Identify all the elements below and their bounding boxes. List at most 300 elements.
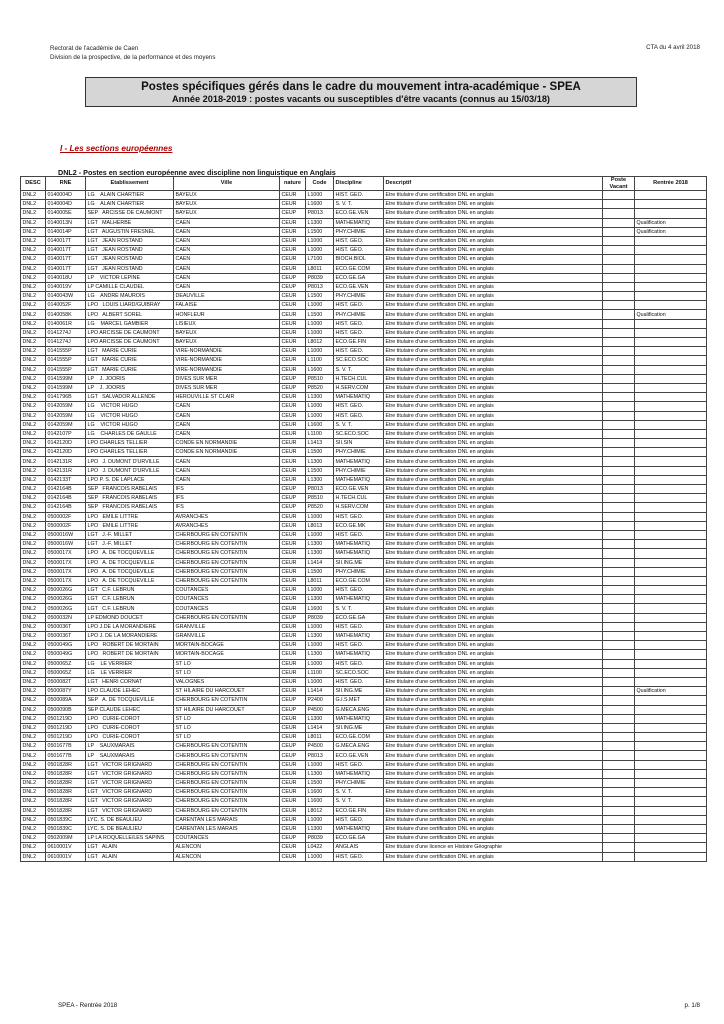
- cell-desc: DNL2: [21, 797, 46, 806]
- cell-discipline: MATHEMATIQ: [334, 475, 384, 484]
- cell-ville: BAYEUX: [174, 209, 280, 218]
- cell-ville: BAYEUX: [174, 338, 280, 347]
- cell-rentree: [635, 632, 707, 641]
- cell-rne: 0500065Z: [46, 668, 86, 677]
- cell-desc: DNL2: [21, 338, 46, 347]
- cell-discipline: SII.ING.ME: [334, 687, 384, 696]
- cell-poste-vacant: [603, 622, 635, 631]
- cell-descriptif: Etre titulaire d'une certification DNL en anglais: [384, 852, 603, 861]
- table-row: [21, 191, 707, 200]
- cell-discipline: HIST. GEO.: [334, 659, 384, 668]
- cell-ville: CAEN: [174, 402, 280, 411]
- cell-etablissement: LGT ALAIN: [86, 852, 174, 861]
- cell-nature: CEUR: [280, 255, 306, 264]
- col-rne: RNE: [46, 177, 86, 191]
- cell-rne: 0141796B: [46, 393, 86, 402]
- cell-poste-vacant: [603, 393, 635, 402]
- cell-etablissement: LP J. JOORIS: [86, 383, 174, 392]
- cell-etablissement: LPO J. DUMONT D'URVILLE: [86, 466, 174, 475]
- cell-etablissement: LP EDMOND DOUCET: [86, 613, 174, 622]
- cell-nature: CEUR: [280, 200, 306, 209]
- cell-descriptif: Etre titulaire d'une certification DNL en anglais: [384, 733, 603, 742]
- cell-descriptif: Etre titulaire d'une certification DNL en anglais: [384, 411, 603, 420]
- cell-etablissement: LPO CHARLES TELLIER: [86, 448, 174, 457]
- cell-code: P4500: [306, 742, 334, 751]
- cell-rentree: [635, 723, 707, 732]
- cell-rentree: [635, 806, 707, 815]
- cell-nature: CEUR: [280, 191, 306, 200]
- cell-nature: CEUR: [280, 632, 306, 641]
- cell-ville: CAEN: [174, 264, 280, 273]
- cell-descriptif: Etre titulaire d'une certification DNL en anglais: [384, 246, 603, 255]
- cell-discipline: SC.ECO.SOC: [334, 356, 384, 365]
- cell-code: L1000: [306, 347, 334, 356]
- cell-rne: 0610001V: [46, 852, 86, 861]
- cell-etablissement: SEP ARCISSE DE CAUMONT: [86, 209, 174, 218]
- cell-poste-vacant: [603, 374, 635, 383]
- cell-nature: CEUR: [280, 310, 306, 319]
- cell-nature: CEUP: [280, 485, 306, 494]
- table-row: [21, 834, 707, 843]
- table-row: [21, 576, 707, 585]
- cell-nature: CEUR: [280, 466, 306, 475]
- table-row: [21, 475, 707, 484]
- cell-poste-vacant: [603, 448, 635, 457]
- cell-ville: CAEN: [174, 457, 280, 466]
- cell-desc: DNL2: [21, 558, 46, 567]
- cell-poste-vacant: [603, 558, 635, 567]
- cell-rne: 0500002F: [46, 521, 86, 530]
- cell-rne: 0140017T: [46, 236, 86, 245]
- cell-ville: ST HILAIRE DU HARCOUET: [174, 705, 280, 714]
- table-row: [21, 356, 707, 365]
- cell-code: L1414: [306, 687, 334, 696]
- cell-ville: COUTANCES: [174, 604, 280, 613]
- cell-desc: DNL2: [21, 705, 46, 714]
- cell-code: L1000: [306, 301, 334, 310]
- cell-poste-vacant: [603, 549, 635, 558]
- cell-rne: 0141555P: [46, 356, 86, 365]
- cell-etablissement: LGT J.-F. MILLET: [86, 540, 174, 549]
- table-row: [21, 567, 707, 576]
- cell-nature: CEUR: [280, 779, 306, 788]
- cell-discipline: MATHEMATIQ: [334, 769, 384, 778]
- cell-etablissement: SEP CLAUDE LEHEC: [86, 705, 174, 714]
- cell-nature: CEUR: [280, 393, 306, 402]
- cell-descriptif: Etre titulaire d'une certification DNL en anglais: [384, 236, 603, 245]
- cell-ville: CARENTAN LES MARAIS: [174, 824, 280, 833]
- cell-etablissement: LP J. JOORIS: [86, 374, 174, 383]
- cell-etablissement: SEP FRANCOIS RABELAIS: [86, 503, 174, 512]
- cell-discipline: PHY.CHIMIE: [334, 567, 384, 576]
- cell-ville: BAYEUX: [174, 191, 280, 200]
- cell-code: L1100: [306, 668, 334, 677]
- cell-desc: DNL2: [21, 549, 46, 558]
- cell-nature: CEUR: [280, 347, 306, 356]
- cell-rentree: [635, 604, 707, 613]
- cell-ville: DIVES SUR MER: [174, 383, 280, 392]
- cell-rentree: [635, 705, 707, 714]
- cell-code: L7100: [306, 255, 334, 264]
- cell-rentree: [635, 843, 707, 852]
- cell-discipline: BIOCH.BIOL: [334, 255, 384, 264]
- cell-rne: 0140017T: [46, 255, 86, 264]
- cell-ville: IFS: [174, 503, 280, 512]
- cell-ville: COUTANCES: [174, 586, 280, 595]
- cell-poste-vacant: [603, 659, 635, 668]
- cell-descriptif: Etre titulaire d'une certification DNL en anglais: [384, 677, 603, 686]
- cell-poste-vacant: [603, 485, 635, 494]
- cell-desc: DNL2: [21, 209, 46, 218]
- cell-rne: 0501828R: [46, 760, 86, 769]
- cell-code: P8013: [306, 485, 334, 494]
- cell-code: L1000: [306, 512, 334, 521]
- cell-descriptif: Etre titulaire d'une certification DNL en anglais: [384, 475, 603, 484]
- cell-descriptif: Etre titulaire d'une certification DNL en anglais: [384, 788, 603, 797]
- cell-poste-vacant: [603, 843, 635, 852]
- cell-descriptif: Etre titulaire d'une certification DNL en anglais: [384, 834, 603, 843]
- table-row: [21, 429, 707, 438]
- cell-ville: CHERBOURG EN COTENTIN: [174, 751, 280, 760]
- cell-code: L1500: [306, 466, 334, 475]
- cell-desc: DNL2: [21, 485, 46, 494]
- section-heading: I - Les sections européennes: [60, 144, 173, 153]
- cell-rne: 0500016W: [46, 540, 86, 549]
- cell-discipline: HIST. GEO.: [334, 530, 384, 539]
- cell-poste-vacant: [603, 632, 635, 641]
- cell-ville: CHERBOURG EN COTENTIN: [174, 760, 280, 769]
- cell-desc: DNL2: [21, 632, 46, 641]
- cell-descriptif: Etre titulaire d'une certification DNL en anglais: [384, 659, 603, 668]
- cell-rentree: [635, 393, 707, 402]
- cell-descriptif: Etre titulaire d'une certification DNL en anglais: [384, 549, 603, 558]
- cell-ville: MORTAIN-BOCAGE: [174, 650, 280, 659]
- cell-descriptif: Etre titulaire d'une certification DNL en anglais: [384, 567, 603, 576]
- cell-discipline: S. V. T.: [334, 365, 384, 374]
- cell-desc: DNL2: [21, 769, 46, 778]
- cell-code: L1000: [306, 246, 334, 255]
- cell-poste-vacant: [603, 475, 635, 484]
- cell-desc: DNL2: [21, 806, 46, 815]
- cell-desc: DNL2: [21, 292, 46, 301]
- cell-nature: CEUR: [280, 815, 306, 824]
- cell-descriptif: Etre titulaire d'une certification DNL en anglais: [384, 558, 603, 567]
- cell-code: P8013: [306, 751, 334, 760]
- table-row: [21, 677, 707, 686]
- cell-ville: CHERBOURG EN COTENTIN: [174, 806, 280, 815]
- cell-desc: DNL2: [21, 622, 46, 631]
- cell-desc: DNL2: [21, 687, 46, 696]
- cell-desc: DNL2: [21, 429, 46, 438]
- cell-etablissement: LGT VICTOR GRIGNARD: [86, 760, 174, 769]
- cell-desc: DNL2: [21, 779, 46, 788]
- cell-desc: DNL2: [21, 328, 46, 337]
- cell-rentree: [635, 319, 707, 328]
- cell-poste-vacant: [603, 255, 635, 264]
- cell-ville: CHERBOURG EN COTENTIN: [174, 549, 280, 558]
- cell-code: L1000: [306, 659, 334, 668]
- cell-descriptif: Etre titulaire d'une certification DNL en anglais: [384, 797, 603, 806]
- cell-poste-vacant: [603, 687, 635, 696]
- cell-desc: DNL2: [21, 227, 46, 236]
- cell-code: L1000: [306, 815, 334, 824]
- cell-rentree: [635, 338, 707, 347]
- cell-discipline: HIST. GEO.: [334, 236, 384, 245]
- cell-discipline: ECO.GE.MK: [334, 521, 384, 530]
- cell-nature: CEUP: [280, 613, 306, 622]
- cell-code: L0422: [306, 843, 334, 852]
- cell-descriptif: Etre titulaire d'une certification DNL en anglais: [384, 448, 603, 457]
- cell-etablissement: LGT VICTOR GRIGNARD: [86, 806, 174, 815]
- cell-ville: CAEN: [174, 475, 280, 484]
- table-row: [21, 411, 707, 420]
- cell-nature: CEUR: [280, 264, 306, 273]
- cell-poste-vacant: [603, 429, 635, 438]
- cell-etablissement: LGT MALHERBE: [86, 218, 174, 227]
- cell-etablissement: LPO ALBERT SOREL: [86, 310, 174, 319]
- cell-discipline: HIST. GEO.: [334, 641, 384, 650]
- col-descriptif: Descriptif: [384, 177, 603, 191]
- cell-poste-vacant: [603, 567, 635, 576]
- cell-rne: 0500016W: [46, 530, 86, 539]
- cell-rentree: [635, 540, 707, 549]
- cell-poste-vacant: [603, 282, 635, 291]
- cell-desc: DNL2: [21, 540, 46, 549]
- cell-code: L1600: [306, 365, 334, 374]
- cell-discipline: ECO.GE.VEN: [334, 751, 384, 760]
- table-row: [21, 733, 707, 742]
- cell-rne: 0142107P: [46, 429, 86, 438]
- cell-desc: DNL2: [21, 613, 46, 622]
- cell-ville: CHERBOURG EN COTENTIN: [174, 742, 280, 751]
- cell-nature: CEUR: [280, 714, 306, 723]
- cell-descriptif: Etre titulaire d'une certification DNL en anglais: [384, 420, 603, 429]
- cell-rne: 0501828R: [46, 797, 86, 806]
- cell-rentree: [635, 613, 707, 622]
- cell-discipline: HIST. GEO.: [334, 246, 384, 255]
- cell-nature: CEUP: [280, 282, 306, 291]
- cell-desc: DNL2: [21, 273, 46, 282]
- cell-desc: DNL2: [21, 475, 46, 484]
- cell-nature: CEUR: [280, 429, 306, 438]
- cell-nature: CEUP: [280, 383, 306, 392]
- cell-rentree: [635, 742, 707, 751]
- cell-etablissement: LG ANDRE MAUROIS: [86, 292, 174, 301]
- cell-ville: HONFLEUR: [174, 310, 280, 319]
- table-row: [21, 843, 707, 852]
- table-row: [21, 632, 707, 641]
- cell-nature: CEUR: [280, 365, 306, 374]
- cell-rentree: [635, 475, 707, 484]
- cell-nature: CEUR: [280, 457, 306, 466]
- cell-rentree: [635, 439, 707, 448]
- cell-desc: DNL2: [21, 604, 46, 613]
- cell-nature: CEUR: [280, 558, 306, 567]
- cell-discipline: HIST. GEO.: [334, 512, 384, 521]
- cell-descriptif: Etre titulaire d'une certification DNL en anglais: [384, 769, 603, 778]
- cell-poste-vacant: [603, 604, 635, 613]
- cell-rne: 0140005E: [46, 209, 86, 218]
- cell-discipline: G.I.S.MET: [334, 696, 384, 705]
- cell-etablissement: LPO A. DE TOCQUEVILLE: [86, 567, 174, 576]
- cell-rne: 0500017X: [46, 576, 86, 585]
- cell-rne: 0142059M: [46, 411, 86, 420]
- cell-poste-vacant: [603, 613, 635, 622]
- cell-code: L1000: [306, 641, 334, 650]
- cell-descriptif: Etre titulaire d'une certification DNL en anglais: [384, 668, 603, 677]
- cell-rentree: [635, 714, 707, 723]
- table-row: [21, 650, 707, 659]
- cell-rne: 0500017X: [46, 549, 86, 558]
- cell-etablissement: LP SAUXMARAIS: [86, 751, 174, 760]
- cell-descriptif: Etre titulaire d'une certification DNL en anglais: [384, 374, 603, 383]
- cell-ville: CHERBOURG EN COTENTIN: [174, 769, 280, 778]
- cell-poste-vacant: [603, 264, 635, 273]
- cell-rne: 0141599M: [46, 383, 86, 392]
- cell-rentree: [635, 365, 707, 374]
- cell-rne: 0500026G: [46, 586, 86, 595]
- cell-rentree: [635, 769, 707, 778]
- col-desc: DESC: [21, 177, 46, 191]
- cell-desc: DNL2: [21, 595, 46, 604]
- cell-ville: COUTANCES: [174, 834, 280, 843]
- table-caption: DNL2 - Postes en section européenne avec discipline non linguistique en Anglais: [58, 168, 336, 177]
- cell-nature: CEUR: [280, 788, 306, 797]
- cell-desc: DNL2: [21, 641, 46, 650]
- cell-rne: 0610001V: [46, 843, 86, 852]
- cell-etablissement: LPO ARCISSE DE CAUMONT: [86, 328, 174, 337]
- col-etablissement: Etablissement: [86, 177, 174, 191]
- cell-nature: CEUR: [280, 567, 306, 576]
- cell-discipline: ECO.GE.FIN: [334, 338, 384, 347]
- cell-discipline: PHY.CHIMIE: [334, 310, 384, 319]
- cell-code: L1300: [306, 632, 334, 641]
- cell-ville: COUTANCES: [174, 595, 280, 604]
- cell-ville: ST LO: [174, 668, 280, 677]
- cell-etablissement: LPO EMILE LITTRE: [86, 512, 174, 521]
- cell-discipline: ECO.GE.FIN: [334, 806, 384, 815]
- cell-ville: BAYEUX: [174, 328, 280, 337]
- cell-rentree: [635, 512, 707, 521]
- cell-etablissement: LGT C.F. LEBRUN: [86, 595, 174, 604]
- cell-poste-vacant: [603, 824, 635, 833]
- cell-discipline: ECO.GE.GA: [334, 834, 384, 843]
- cell-ville: CAEN: [174, 282, 280, 291]
- cell-etablissement: LPO ROBERT DE MORTAIN: [86, 641, 174, 650]
- cell-rne: 0142131R: [46, 457, 86, 466]
- cell-rne: 0501219D: [46, 733, 86, 742]
- cell-poste-vacant: [603, 227, 635, 236]
- cell-descriptif: Etre titulaire d'une certification DNL en anglais: [384, 723, 603, 732]
- cell-ville: ST LO: [174, 723, 280, 732]
- cell-ville: CARENTAN LES MARAIS: [174, 815, 280, 824]
- cell-discipline: MATHEMATIQ: [334, 393, 384, 402]
- cell-desc: DNL2: [21, 760, 46, 769]
- cell-code: L1600: [306, 200, 334, 209]
- cell-etablissement: LPO ROBERT DE MORTAIN: [86, 650, 174, 659]
- cell-poste-vacant: [603, 650, 635, 659]
- cell-rne: 0500049G: [46, 650, 86, 659]
- cell-desc: DNL2: [21, 852, 46, 861]
- cell-rentree: [635, 429, 707, 438]
- cell-descriptif: Etre titulaire d'une certification DNL en anglais: [384, 494, 603, 503]
- cell-rentree: [635, 567, 707, 576]
- cell-etablissement: LPO CURIE-COROT: [86, 723, 174, 732]
- cell-descriptif: Etre titulaire d'une certification DNL en anglais: [384, 687, 603, 696]
- cell-discipline: H.SERV.COM: [334, 503, 384, 512]
- cell-rentree: [635, 292, 707, 301]
- cell-nature: CEUR: [280, 227, 306, 236]
- document-subtitle: Année 2018-2019 : postes vacants ou susceptibles d'être vacants (connus au 15/03/18): [171, 94, 550, 104]
- cell-rne: 0142131R: [46, 466, 86, 475]
- cell-ville: AVRANCHES: [174, 512, 280, 521]
- cell-desc: DNL2: [21, 742, 46, 751]
- cell-nature: CEUP: [280, 834, 306, 843]
- cell-ville: DIVES SUR MER: [174, 374, 280, 383]
- cell-desc: DNL2: [21, 733, 46, 742]
- cell-poste-vacant: [603, 383, 635, 392]
- cell-rentree: [635, 760, 707, 769]
- cell-descriptif: Etre titulaire d'une certification DNL en anglais: [384, 200, 603, 209]
- cell-rentree: [635, 273, 707, 282]
- cell-poste-vacant: [603, 797, 635, 806]
- cell-descriptif: Etre titulaire d'une certification DNL en anglais: [384, 521, 603, 530]
- cell-rne: 0500026G: [46, 595, 86, 604]
- cell-discipline: S. V. T.: [334, 200, 384, 209]
- cell-ville: CHERBOURG EN COTENTIN: [174, 558, 280, 567]
- cell-desc: DNL2: [21, 246, 46, 255]
- cell-ville: CHERBOURG EN COTENTIN: [174, 797, 280, 806]
- cell-discipline: MATHEMATIQ: [334, 595, 384, 604]
- cell-ville: CHERBOURG EN COTENTIN: [174, 788, 280, 797]
- table-row: [21, 852, 707, 861]
- cell-poste-vacant: [603, 310, 635, 319]
- cell-rentree: [635, 779, 707, 788]
- cell-desc: DNL2: [21, 751, 46, 760]
- cell-poste-vacant: [603, 512, 635, 521]
- cell-rentree: [635, 494, 707, 503]
- table-row: [21, 209, 707, 218]
- cell-code: P8013: [306, 209, 334, 218]
- cell-descriptif: Etre titulaire d'une certification DNL en anglais: [384, 512, 603, 521]
- cell-rne: 0142164B: [46, 494, 86, 503]
- cell-discipline: ANGLAIS: [334, 843, 384, 852]
- cell-rentree: [635, 411, 707, 420]
- cell-nature: CEUR: [280, 622, 306, 631]
- cell-discipline: ECO.GE.COM: [334, 733, 384, 742]
- cell-code: L1414: [306, 558, 334, 567]
- cell-rne: 0501677B: [46, 742, 86, 751]
- cell-code: L1000: [306, 677, 334, 686]
- cell-nature: CEUR: [280, 246, 306, 255]
- cell-code: L1000: [306, 530, 334, 539]
- cell-nature: CEUR: [280, 218, 306, 227]
- cell-etablissement: LPO J. DUMONT D'URVILLE: [86, 457, 174, 466]
- table-row: [21, 273, 707, 282]
- cell-desc: DNL2: [21, 824, 46, 833]
- table-row: [21, 301, 707, 310]
- cell-descriptif: Etre titulaire d'une certification DNL en anglais: [384, 328, 603, 337]
- cell-rentree: [635, 301, 707, 310]
- cell-ville: CAEN: [174, 255, 280, 264]
- cell-poste-vacant: [603, 338, 635, 347]
- cell-code: L1000: [306, 852, 334, 861]
- cell-desc: DNL2: [21, 411, 46, 420]
- cell-nature: CEUR: [280, 677, 306, 686]
- cell-rentree: [635, 659, 707, 668]
- cell-etablissement: LGT MARIE CURIE: [86, 356, 174, 365]
- cell-desc: DNL2: [21, 530, 46, 539]
